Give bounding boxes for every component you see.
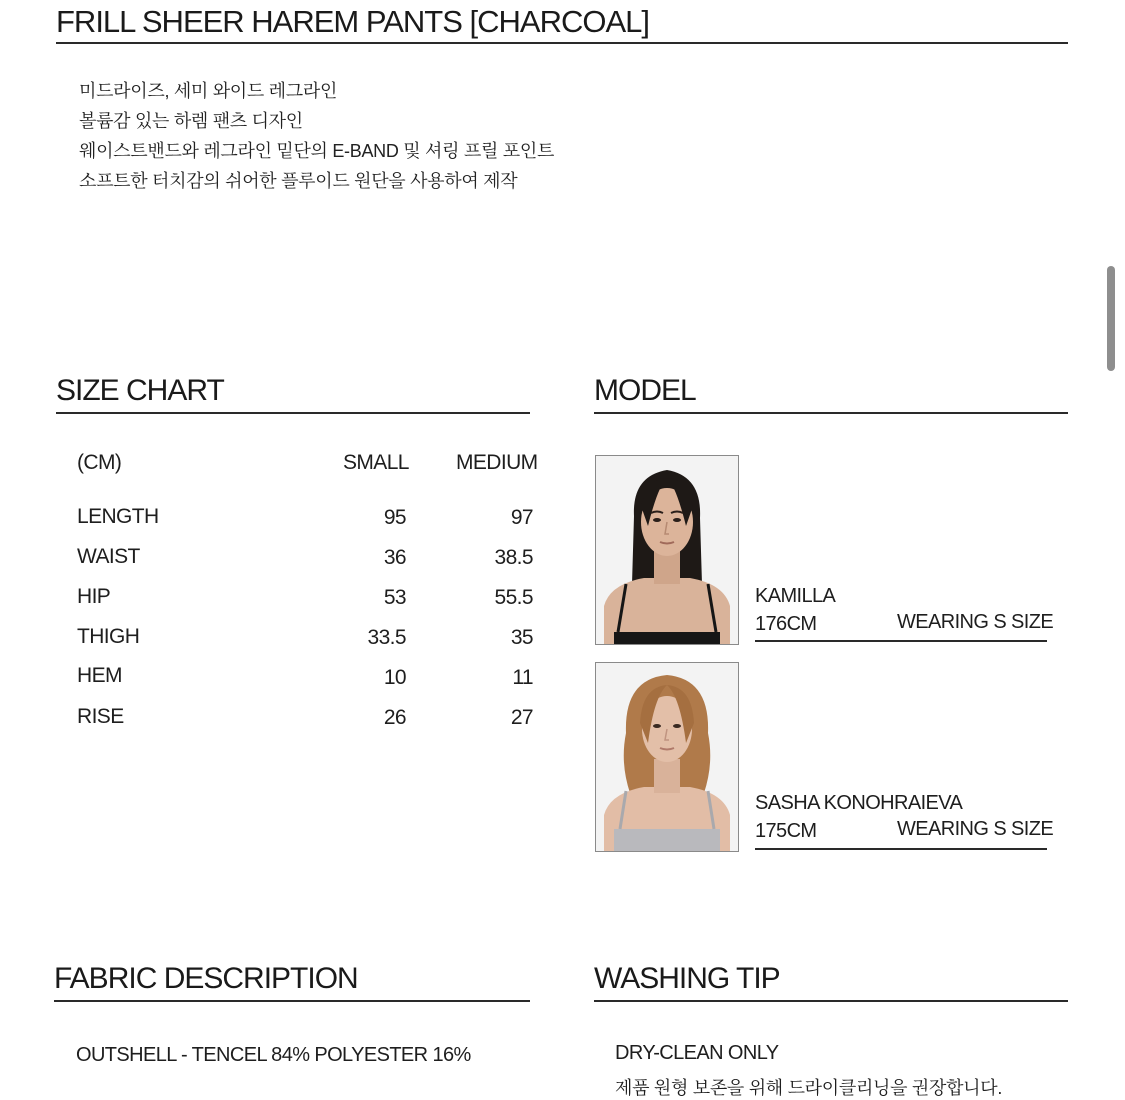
fabric-composition: OUTSHELL - TENCEL 84% POLYESTER 16% [76, 1044, 471, 1066]
model-divider-sasha [755, 848, 1047, 850]
model-wearing-size: WEARING S SIZE [897, 818, 1054, 840]
medium-value: 55.5 [494, 586, 533, 609]
description-line: 볼륨감 있는 하렘 팬츠 디자인 [79, 111, 303, 131]
title-divider [56, 42, 1068, 44]
washing-note: 제품 원형 보존을 위해 드라이클리닝을 권장합니다. [615, 1078, 1003, 1098]
model-height: 175CM [755, 820, 817, 842]
model-name: SASHA KONOHRAIEVA [755, 792, 963, 814]
small-value: 33.5 [367, 626, 406, 649]
medium-value: 11 [512, 666, 533, 689]
model-divider-kamilla [755, 640, 1047, 642]
medium-value: 27 [510, 706, 533, 729]
fabric-divider [54, 1000, 530, 1002]
washing-heading: WASHING TIP [594, 962, 780, 995]
row-label: WAIST [77, 545, 140, 568]
row-label: HIP [77, 585, 111, 608]
model-name: KAMILLA [755, 585, 836, 607]
model-photo-kamilla [595, 455, 739, 645]
washing-divider [594, 1000, 1068, 1002]
portrait-image [596, 663, 738, 851]
size-chart-heading: SIZE CHART [56, 374, 224, 407]
row-label: HEM [77, 664, 122, 687]
description-line: 소프트한 터치감의 쉬어한 플루이드 원단을 사용하여 제작 [79, 171, 518, 191]
row-label: RISE [77, 705, 124, 728]
medium-value: 38.5 [494, 546, 533, 569]
model-heading: MODEL [594, 374, 696, 407]
column-small: SMALL [343, 451, 409, 474]
fabric-heading: FABRIC DESCRIPTION [54, 962, 358, 995]
product-title: FRILL SHEER HAREM PANTS [CHARCOAL] [56, 4, 650, 39]
description-line: 미드라이즈, 세미 와이드 레그라인 [79, 81, 338, 101]
model-height: 176CM [755, 613, 817, 635]
description-line: 웨이스트밴드와 레그라인 밑단의 E-BAND 및 셔링 프릴 포인트 [79, 141, 555, 161]
small-value: 95 [383, 506, 406, 529]
small-value: 36 [383, 546, 406, 569]
medium-value: 35 [510, 626, 533, 649]
size-chart-divider [56, 412, 530, 414]
model-divider [594, 412, 1068, 414]
medium-value: 97 [510, 506, 533, 529]
scrollbar-thumb[interactable] [1107, 266, 1115, 371]
column-medium: MEDIUM [456, 451, 538, 474]
model-photo-sasha [595, 662, 739, 852]
unit-label: (CM) [77, 451, 122, 474]
row-label: THIGH [77, 625, 140, 648]
model-wearing-size: WEARING S SIZE [897, 611, 1054, 633]
small-value: 26 [383, 706, 406, 729]
small-value: 53 [383, 586, 406, 609]
small-value: 10 [383, 666, 406, 689]
row-label: LENGTH [77, 505, 159, 528]
portrait-image [596, 456, 738, 644]
washing-instruction: DRY-CLEAN ONLY [615, 1042, 779, 1064]
